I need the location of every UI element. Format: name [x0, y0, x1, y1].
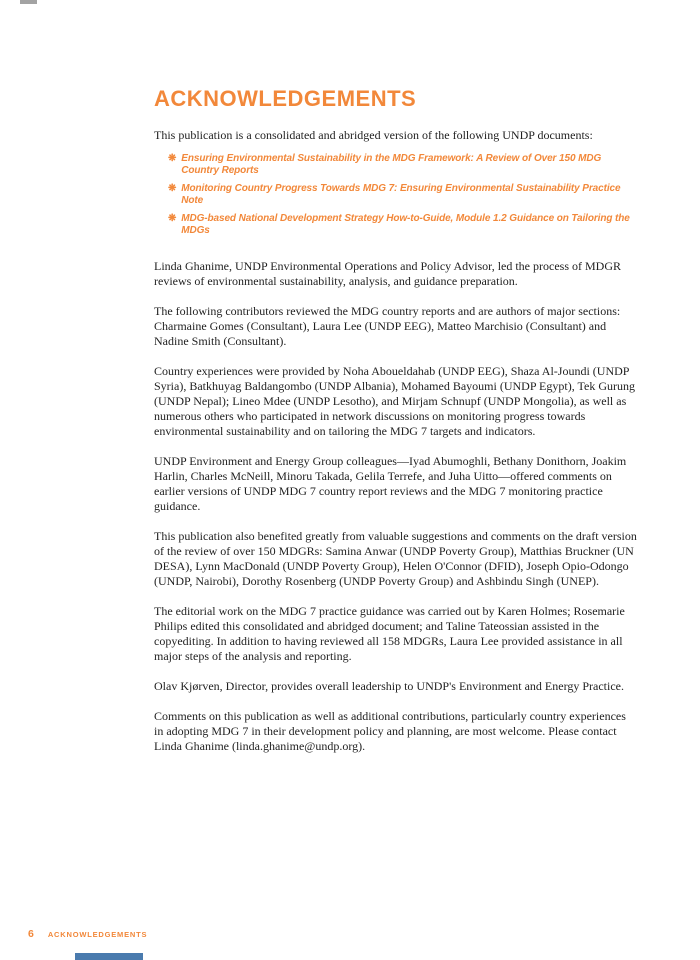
body-paragraph: Country experiences were provided by Noha Aboueldahab (UNDP EEG), Shaza Al-Joundi (UNDP Syria), Batkhuyag Baldangombo (UNDP Albania), Mohamed Bayoumi (UNDP Egypt), Tek Gurung (UNDP Nepal); Lineo Mdee (UNDP Lesotho), and Mirjam Schnupf (UNDP Mongolia), as well as numerous others who participated in network discussions on monitoring progress towards environmental sustainability and on tailoring the MDG 7 targets and indicators. — [154, 364, 635, 438]
body-paragraph: Comments on this publication as well as additional contributions, particularly country experiences in adopting MDG 7 in their development policy and planning, are most welcome. Please contact Linda Ghanime (linda.ghanime@undp.org). — [154, 709, 626, 753]
flower-asterisk-icon: ❋ — [168, 183, 177, 194]
body-paragraph: The following contributors reviewed the MDG country reports and are authors of major sections: Charmaine Gomes (Consultant), Laura Lee (UNDP EEG), Matteo Marchisio (Consultant) and Nadine Smith (Consultant). — [154, 304, 621, 348]
page-title: ACKNOWLEDGEMENTS — [154, 86, 417, 111]
document-title: MDG-based National Development Strategy How-to-Guide, Module 1.2 Guidance on Tailoring the MDGs — [181, 213, 630, 236]
intro-paragraph: This publication is a consolidated and abridged version of the following UNDP documents: — [154, 128, 593, 142]
document-list — [154, 153, 638, 237]
list-item — [168, 213, 638, 237]
document-title: Monitoring Country Progress Towards MDG 7: Ensuring Environmental Sustainability Practice Note — [181, 183, 621, 206]
page-edge-tab — [75, 953, 143, 960]
page-content — [154, 86, 638, 769]
page-footer — [28, 928, 147, 940]
footer-section-label: ACKNOWLEDGEMENTS — [47, 930, 148, 939]
body-paragraph: Linda Ghanime, UNDP Environmental Operations and Policy Advisor, led the process of MDGR reviews of environmental sustainability, analysis, and guidance preparation. — [154, 259, 621, 288]
body-paragraph: This publication also benefited greatly from valuable suggestions and comments on the draft version of the review of over 150 MDGRs: Samina Anwar (UNDP Poverty Group), Matthias Bruckner (UN DESA), Lynn MacDonald (UNDP Poverty Group), Helen O'Connor (DFID), Joseph Opio-Odongo (UNDP, Nairobi), Dorothy Rosenberg (UNDP Poverty Group) and Ashbindu Singh (UNEP). — [154, 529, 637, 588]
body-paragraph: The editorial work on the MDG 7 practice guidance was carried out by Karen Holmes; Rosemarie Philips edited this consolidated and abridged document; and Taline Tateossian assisted in the copyediting. In addition to having reviewed all 158 MDGRs, Laura Lee provided assistance in all major steps of the analysis and reporting. — [154, 604, 625, 663]
body-paragraph: UNDP Environment and Energy Group colleagues—Iyad Abumoghli, Bethany Donithorn, Joakim Harlin, Charles McNeill, Minoru Takada, Gelila Terrefe, and Juha Uitto—offered comments on earlier versions of UNDP MDG 7 country report reviews and the MDG 7 monitoring practice guidance. — [154, 454, 627, 513]
page-number: 6 — [28, 928, 34, 940]
list-item — [168, 183, 638, 207]
document-title: Ensuring Environmental Sustainability in the MDG Framework: A Review of Over 150 MDG Country Reports — [181, 153, 602, 176]
list-item — [168, 153, 638, 177]
printer-crop-mark — [20, 0, 37, 4]
body-paragraph: Olav Kjørven, Director, provides overall leadership to UNDP's Environment and Energy Practice. — [154, 679, 624, 693]
flower-asterisk-icon: ❋ — [168, 153, 177, 164]
flower-asterisk-icon: ❋ — [168, 213, 177, 224]
